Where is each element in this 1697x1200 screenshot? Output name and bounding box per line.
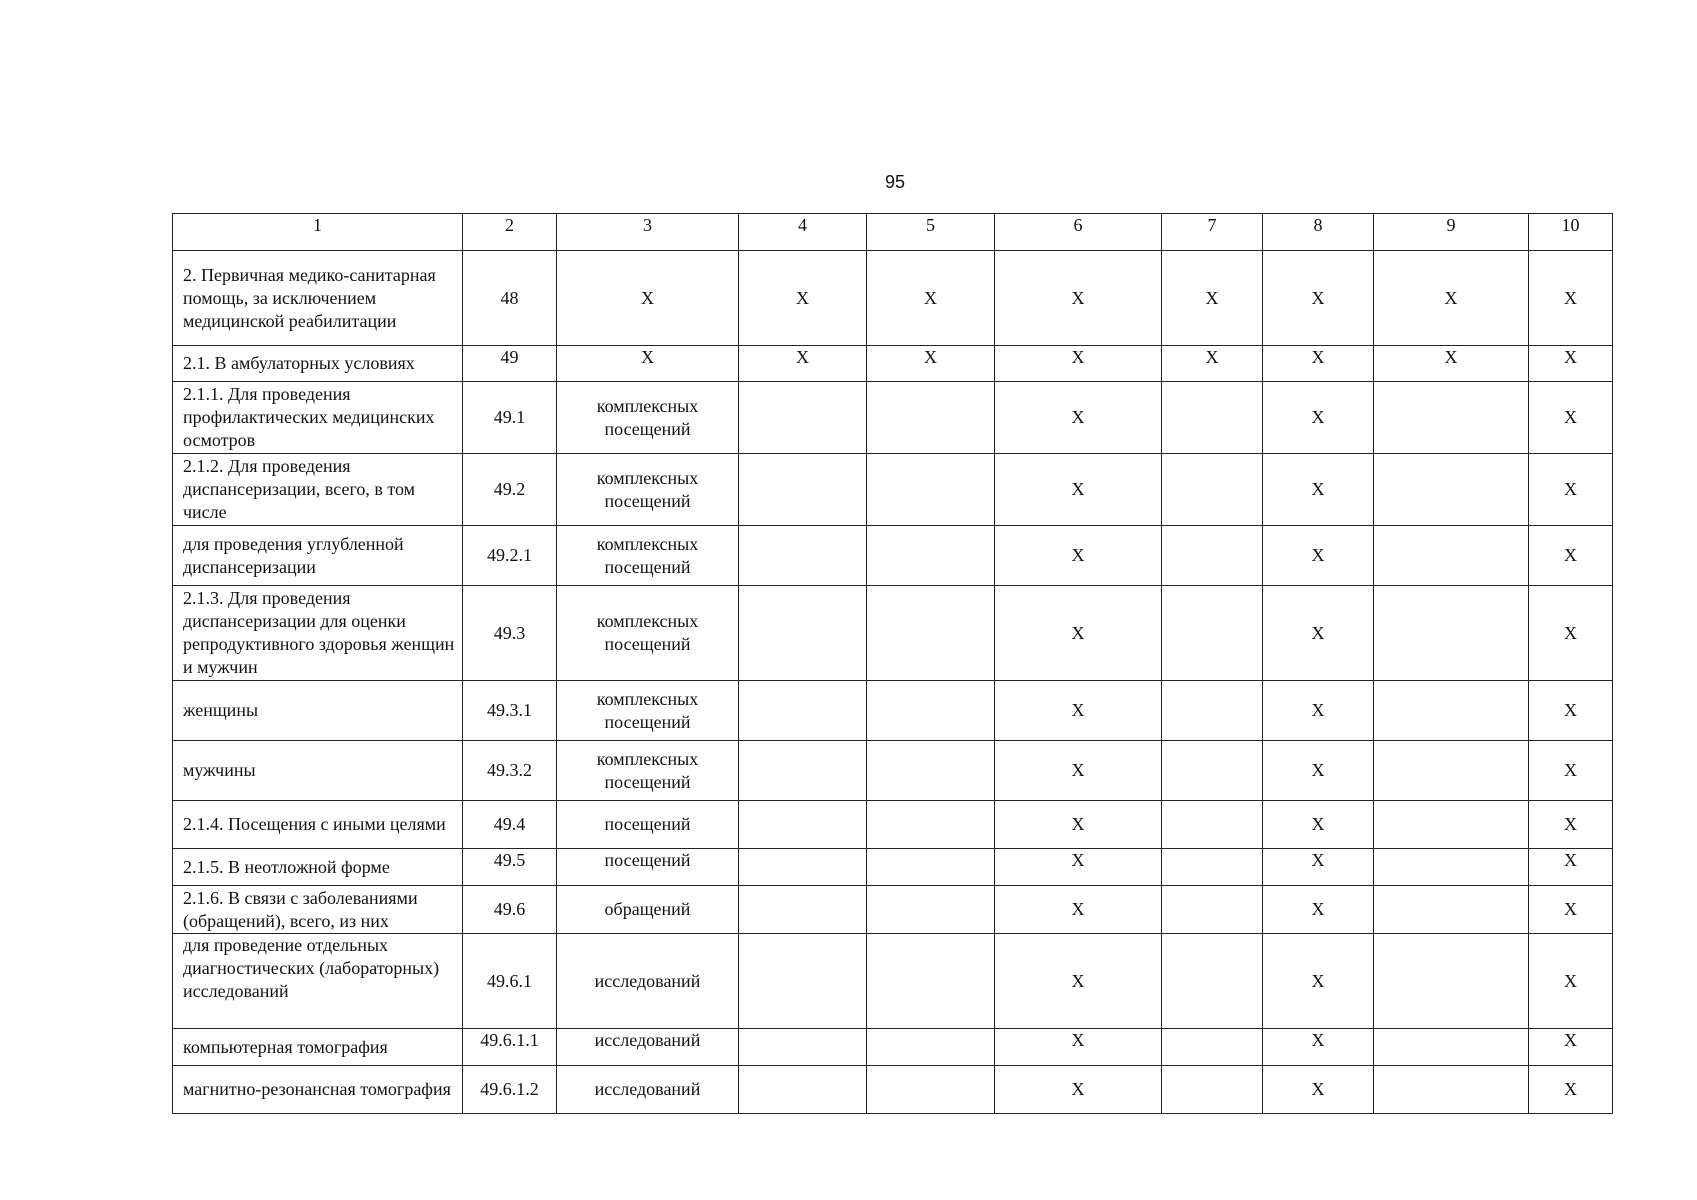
row-value-cell: [867, 382, 995, 454]
row-value-cell: X: [1529, 886, 1613, 934]
row-value-cell: [739, 382, 867, 454]
row-code-cell: 49.6.1.2: [463, 1066, 557, 1114]
row-code-cell: 49.6.1.1: [463, 1029, 557, 1066]
row-unit-cell: комплексных посещений: [557, 681, 739, 741]
row-value-cell: X: [1529, 934, 1613, 1029]
row-value-cell: X: [1529, 1066, 1613, 1114]
row-value-cell: X: [1529, 586, 1613, 681]
row-unit-cell: комплексных посещений: [557, 454, 739, 526]
header-cell: 5: [867, 214, 995, 251]
row-unit-cell: исследований: [557, 1029, 739, 1066]
row-unit-cell: комплексных посещений: [557, 382, 739, 454]
row-value-cell: X: [1374, 346, 1529, 382]
row-name-cell: 2.1.3. Для проведения диспансеризации для оценки репродуктивного здоровья женщин и мужчин: [173, 586, 463, 681]
row-code-cell: 49.3: [463, 586, 557, 681]
row-value-cell: X: [995, 849, 1162, 886]
row-code-cell: 49.3.1: [463, 681, 557, 741]
header-cell: 9: [1374, 214, 1529, 251]
row-code-cell: 49.5: [463, 849, 557, 886]
row-value-cell: [1162, 849, 1263, 886]
table-row: [173, 251, 1613, 346]
row-name-cell: мужчины: [173, 741, 463, 801]
row-value-cell: [1162, 586, 1263, 681]
row-value-cell: [1374, 801, 1529, 849]
row-value-cell: [867, 454, 995, 526]
row-value-cell: [739, 934, 867, 1029]
table-row: [173, 681, 1613, 741]
row-name-cell: для проведения углубленной диспансеризации: [173, 526, 463, 586]
row-value-cell: X: [1263, 934, 1374, 1029]
row-value-cell: X: [1263, 801, 1374, 849]
row-value-cell: X: [1529, 681, 1613, 741]
page-number: 95: [884, 172, 906, 192]
row-code-cell: 48: [463, 251, 557, 346]
row-value-cell: [1374, 849, 1529, 886]
row-value-cell: [1162, 382, 1263, 454]
table-row: [173, 526, 1613, 586]
row-value-cell: [1374, 586, 1529, 681]
row-name-cell: для проведение отдельных диагностических (лабораторных) исследований: [173, 934, 463, 1029]
row-value-cell: X: [995, 526, 1162, 586]
row-name-cell: 2.1. В амбулаторных условиях: [173, 346, 463, 382]
row-value-cell: [1162, 886, 1263, 934]
table-row: [173, 382, 1613, 454]
row-value-cell: [867, 681, 995, 741]
table-row: [173, 1029, 1613, 1066]
row-value-cell: [867, 886, 995, 934]
row-value-cell: X: [1529, 849, 1613, 886]
row-value-cell: [867, 801, 995, 849]
row-code-cell: 49.4: [463, 801, 557, 849]
row-value-cell: X: [1263, 681, 1374, 741]
row-value-cell: X: [1263, 382, 1374, 454]
row-name-cell: 2. Первичная медико-санитарная помощь, за исключением медицинской реабилитации: [173, 251, 463, 346]
header-cell: 6: [995, 214, 1162, 251]
row-name-cell: 2.1.1. Для проведения профилактических медицинских осмотров: [173, 382, 463, 454]
row-value-cell: X: [1263, 741, 1374, 801]
table-row: [173, 454, 1613, 526]
row-value-cell: X: [1263, 1029, 1374, 1066]
row-value-cell: X: [1529, 382, 1613, 454]
row-unit-cell: комплексных посещений: [557, 741, 739, 801]
row-value-cell: [1162, 934, 1263, 1029]
row-name-cell: магнитно-резонансная томография: [173, 1066, 463, 1114]
table-row: [173, 934, 1613, 1029]
row-value-cell: [1162, 741, 1263, 801]
header-cell: 3: [557, 214, 739, 251]
row-value-cell: X: [1263, 526, 1374, 586]
row-value-cell: [1162, 801, 1263, 849]
row-value-cell: [1374, 934, 1529, 1029]
header-cell: 4: [739, 214, 867, 251]
row-value-cell: [1374, 526, 1529, 586]
row-value-cell: [739, 454, 867, 526]
row-name-cell: женщины: [173, 681, 463, 741]
row-name-cell: компьютерная томография: [173, 1029, 463, 1066]
table-row: [173, 346, 1613, 382]
row-unit-cell: обращений: [557, 886, 739, 934]
row-value-cell: [867, 586, 995, 681]
row-value-cell: [867, 1066, 995, 1114]
row-value-cell: X: [995, 934, 1162, 1029]
table-row: [173, 801, 1613, 849]
row-value-cell: X: [1529, 346, 1613, 382]
row-code-cell: 49.2: [463, 454, 557, 526]
row-value-cell: X: [867, 251, 995, 346]
header-cell: 7: [1162, 214, 1263, 251]
row-value-cell: [1374, 382, 1529, 454]
row-code-cell: 49.6.1: [463, 934, 557, 1029]
row-value-cell: [867, 1029, 995, 1066]
row-value-cell: [1162, 1029, 1263, 1066]
row-value-cell: [1374, 741, 1529, 801]
row-value-cell: X: [995, 801, 1162, 849]
table-row: [173, 586, 1613, 681]
row-value-cell: X: [1263, 251, 1374, 346]
row-code-cell: 49.2.1: [463, 526, 557, 586]
table-row: [173, 886, 1613, 934]
table-row: [173, 1066, 1613, 1114]
row-value-cell: X: [1162, 251, 1263, 346]
row-value-cell: [739, 681, 867, 741]
row-value-cell: [739, 801, 867, 849]
table-row: [173, 849, 1613, 886]
row-name-cell: 2.1.6. В связи с заболеваниями (обращений), всего, из них: [173, 886, 463, 934]
row-value-cell: X: [1529, 741, 1613, 801]
row-value-cell: X: [995, 1029, 1162, 1066]
row-value-cell: [739, 886, 867, 934]
header-row: [173, 214, 1613, 251]
row-code-cell: 49.6: [463, 886, 557, 934]
row-value-cell: X: [995, 251, 1162, 346]
row-value-cell: X: [739, 346, 867, 382]
row-value-cell: X: [1263, 346, 1374, 382]
row-value-cell: [1374, 1029, 1529, 1066]
header-cell: 10: [1529, 214, 1613, 251]
row-value-cell: X: [1263, 886, 1374, 934]
row-value-cell: [1162, 454, 1263, 526]
row-value-cell: X: [1263, 454, 1374, 526]
row-value-cell: X: [1529, 251, 1613, 346]
row-value-cell: X: [995, 1066, 1162, 1114]
row-value-cell: [1374, 681, 1529, 741]
row-unit-cell: X: [557, 346, 739, 382]
row-unit-cell: посещений: [557, 801, 739, 849]
row-code-cell: 49.1: [463, 382, 557, 454]
row-value-cell: [739, 586, 867, 681]
row-value-cell: X: [867, 346, 995, 382]
row-name-cell: 2.1.4. Посещения с иными целями: [173, 801, 463, 849]
row-value-cell: X: [1529, 454, 1613, 526]
row-value-cell: [1162, 1066, 1263, 1114]
row-unit-cell: исследований: [557, 934, 739, 1029]
row-name-cell: 2.1.5. В неотложной форме: [173, 849, 463, 886]
row-unit-cell: комплексных посещений: [557, 526, 739, 586]
header-cell: 2: [463, 214, 557, 251]
row-value-cell: X: [1529, 801, 1613, 849]
row-value-cell: X: [995, 382, 1162, 454]
row-value-cell: X: [1374, 251, 1529, 346]
row-value-cell: X: [995, 681, 1162, 741]
row-unit-cell: комплексных посещений: [557, 586, 739, 681]
row-value-cell: X: [995, 741, 1162, 801]
row-value-cell: [739, 741, 867, 801]
row-value-cell: X: [1263, 849, 1374, 886]
row-value-cell: [1374, 886, 1529, 934]
row-value-cell: [1162, 526, 1263, 586]
row-value-cell: [739, 526, 867, 586]
row-value-cell: X: [995, 346, 1162, 382]
row-value-cell: [1162, 681, 1263, 741]
row-value-cell: [739, 1029, 867, 1066]
report-table: [172, 213, 1613, 1114]
row-unit-cell: X: [557, 251, 739, 346]
row-value-cell: [867, 526, 995, 586]
row-value-cell: X: [995, 586, 1162, 681]
row-name-cell: 2.1.2. Для проведения диспансеризации, всего, в том числе: [173, 454, 463, 526]
row-unit-cell: исследований: [557, 1066, 739, 1114]
row-unit-cell: посещений: [557, 849, 739, 886]
row-value-cell: X: [1263, 1066, 1374, 1114]
header-cell: 8: [1263, 214, 1374, 251]
header-cell: 1: [173, 214, 463, 251]
row-value-cell: [1374, 1066, 1529, 1114]
row-value-cell: [867, 934, 995, 1029]
row-value-cell: X: [1263, 586, 1374, 681]
row-value-cell: X: [995, 454, 1162, 526]
row-code-cell: 49.3.2: [463, 741, 557, 801]
row-value-cell: X: [1162, 346, 1263, 382]
row-value-cell: X: [995, 886, 1162, 934]
row-value-cell: [739, 1066, 867, 1114]
table-row: [173, 741, 1613, 801]
row-value-cell: [739, 849, 867, 886]
row-value-cell: [867, 741, 995, 801]
row-value-cell: [1374, 454, 1529, 526]
row-value-cell: X: [1529, 1029, 1613, 1066]
row-value-cell: X: [1529, 526, 1613, 586]
row-code-cell: 49: [463, 346, 557, 382]
row-value-cell: [867, 849, 995, 886]
row-value-cell: X: [739, 251, 867, 346]
